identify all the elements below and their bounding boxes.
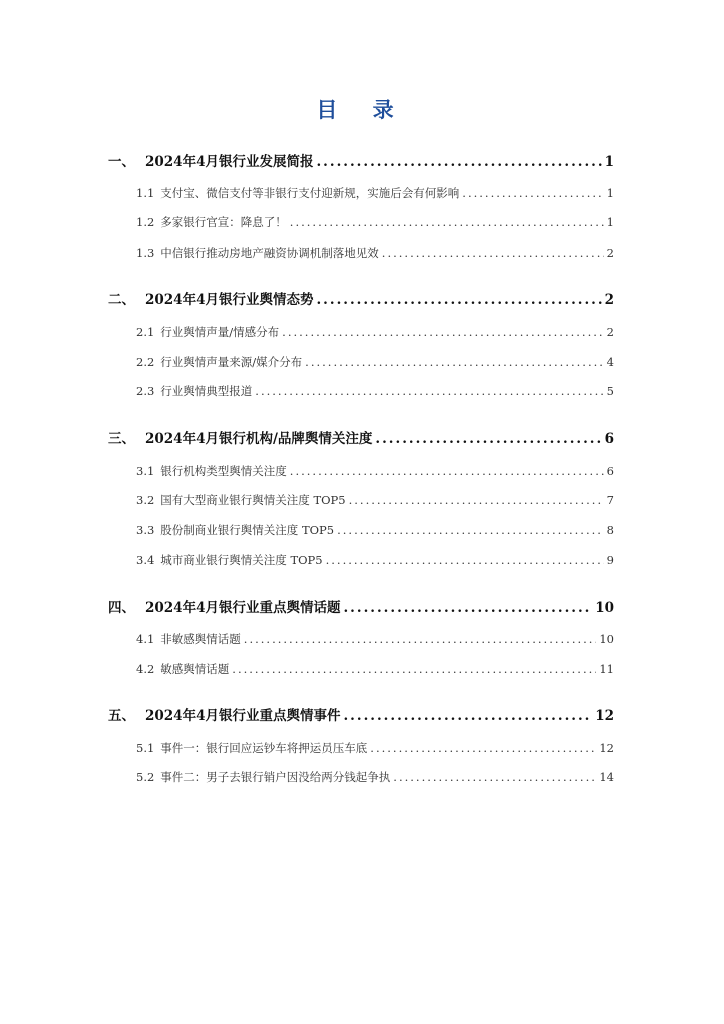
dot-leader — [232, 662, 596, 676]
toc-section-2-3[interactable] — [136, 383, 614, 399]
toc-section-1-1[interactable] — [136, 185, 614, 201]
page-number: 5 — [606, 384, 614, 398]
toc-section-4-2[interactable] — [136, 661, 614, 677]
section-title: 股份制商业银行舆情关注度 TOP5 — [160, 523, 335, 537]
dot-leader — [290, 215, 604, 229]
page-number: 8 — [606, 523, 614, 537]
page-number: 12 — [595, 708, 614, 724]
section-number: 3.1 — [136, 464, 155, 478]
section-number: 4.1 — [136, 632, 155, 646]
section-title: 事件一：银行回应运钞车将押运员压车底 — [160, 741, 368, 755]
section-number: 5.1 — [136, 741, 155, 755]
section-title: 敏感舆情话题 — [160, 662, 230, 676]
dot-leader — [316, 292, 601, 308]
page-number: 10 — [595, 600, 614, 616]
section-number: 5.2 — [136, 770, 155, 784]
dot-leader — [462, 186, 603, 200]
toc-section-3-4[interactable] — [136, 552, 614, 568]
chapter-number: 一、 — [108, 154, 135, 170]
dot-leader — [343, 600, 592, 616]
chapter-title: 2024年4月银行业舆情态势 — [145, 292, 314, 308]
dot-leader — [337, 523, 604, 537]
chapter-title: 2024年4月银行机构/品牌舆情关注度 — [145, 431, 373, 447]
dot-leader — [370, 741, 596, 755]
section-number: 1.3 — [136, 246, 155, 260]
page-number: 2 — [604, 292, 614, 308]
section-title: 城市商业银行舆情关注度 TOP5 — [160, 553, 323, 567]
page-number: 7 — [606, 493, 614, 507]
section-number: 2.2 — [136, 355, 155, 369]
chapter-number: 五、 — [108, 708, 135, 724]
dot-leader — [316, 154, 601, 170]
toc-chapter-4[interactable] — [108, 596, 614, 616]
section-title: 国有大型商业银行舆情关注度 TOP5 — [160, 493, 346, 507]
toc-chapter-2[interactable] — [108, 288, 614, 308]
section-number: 3.3 — [136, 523, 155, 537]
page-number: 12 — [599, 741, 614, 755]
chapter-title: 2024年4月银行业发展简报 — [145, 154, 314, 170]
section-title: 非敏感舆情话题 — [160, 632, 241, 646]
toc-section-2-2[interactable] — [136, 354, 614, 370]
chapter-number: 四、 — [108, 600, 135, 616]
page-number: 1 — [606, 215, 614, 229]
page-number: 1 — [606, 186, 614, 200]
section-title: 行业舆情声量来源/媒介分布 — [160, 355, 303, 369]
dot-leader — [255, 384, 603, 398]
page-number: 14 — [599, 770, 614, 784]
page-number: 2 — [606, 325, 614, 339]
toc-section-1-2[interactable] — [136, 214, 614, 230]
toc-section-4-1[interactable] — [136, 631, 614, 647]
section-number: 3.4 — [136, 553, 155, 567]
page-number: 1 — [604, 154, 614, 170]
toc-chapter-3[interactable] — [108, 427, 614, 447]
toc-section-3-2[interactable] — [136, 492, 614, 508]
toc-chapter-1[interactable] — [108, 150, 614, 170]
page-number: 6 — [604, 431, 614, 447]
toc-section-5-1[interactable] — [136, 740, 614, 756]
toc-section-5-2[interactable] — [136, 769, 614, 785]
dot-leader — [244, 632, 597, 646]
chapter-number: 二、 — [108, 292, 135, 308]
page-number: 10 — [599, 632, 614, 646]
section-number: 2.1 — [136, 325, 155, 339]
toc-chapter-5[interactable] — [108, 704, 614, 724]
dot-leader — [375, 431, 601, 447]
chapter-number: 三、 — [108, 431, 135, 447]
page-number: 2 — [606, 246, 614, 260]
section-number: 4.2 — [136, 662, 155, 676]
section-title: 多家银行官宣：降息了！ — [160, 215, 287, 229]
toc-section-2-1[interactable] — [136, 324, 614, 340]
section-title: 事件二：男子去银行销户因没给两分钱起争执 — [160, 770, 391, 784]
page-number: 6 — [606, 464, 614, 478]
dot-leader — [326, 553, 604, 567]
section-title: 银行机构类型舆情关注度 — [160, 464, 287, 478]
dot-leader — [382, 246, 604, 260]
toc-section-1-3[interactable] — [136, 245, 614, 261]
toc-section-3-1[interactable] — [136, 463, 614, 479]
chapter-title: 2024年4月银行业重点舆情话题 — [145, 600, 341, 616]
dot-leader — [290, 464, 604, 478]
toc-section-3-3[interactable] — [136, 522, 614, 538]
page-number: 9 — [606, 553, 614, 567]
dot-leader — [305, 355, 604, 369]
page-number: 11 — [599, 662, 614, 676]
section-number: 3.2 — [136, 493, 155, 507]
section-title: 行业舆情声量/情感分布 — [160, 325, 280, 339]
section-number: 1.1 — [136, 186, 155, 200]
toc-title: 目 录 — [316, 97, 408, 122]
dot-leader — [393, 770, 596, 784]
dot-leader — [282, 325, 604, 339]
section-number: 1.2 — [136, 215, 155, 229]
dot-leader — [349, 493, 604, 507]
section-title: 行业舆情典型报道 — [160, 384, 253, 398]
section-title: 中信银行推动房地产融资协调机制落地见效 — [160, 246, 379, 260]
page-number: 4 — [606, 355, 614, 369]
section-number: 2.3 — [136, 384, 155, 398]
dot-leader — [343, 708, 592, 724]
chapter-title: 2024年4月银行业重点舆情事件 — [145, 708, 341, 724]
section-title: 支付宝、微信支付等非银行支付迎新规，实施后会有何影响 — [160, 186, 460, 200]
